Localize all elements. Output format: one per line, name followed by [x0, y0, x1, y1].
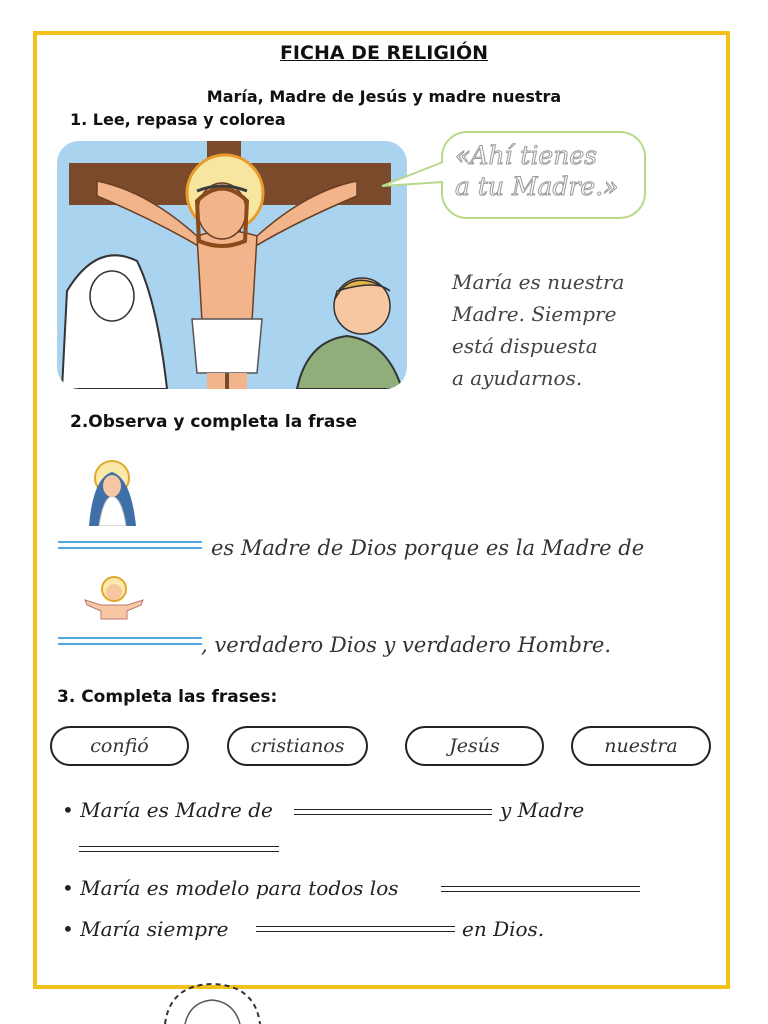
- page-title: FICHA DE RELIGIÓN: [279, 42, 489, 64]
- baby-jesus-icon: [83, 575, 145, 620]
- sentence-2: , verdadero Dios y verdadero Hombre.: [201, 633, 612, 657]
- blank-1a[interactable]: [294, 809, 492, 815]
- crucifixion-illustration: [57, 141, 407, 389]
- bubble-line-2: a tu Madre.»: [455, 172, 619, 201]
- fill-line-1[interactable]: [58, 541, 202, 549]
- phrase-3-part1: • María siempre: [62, 917, 229, 941]
- maria-line-4: a ayudarnos.: [452, 366, 583, 390]
- phrase-3-part2: en Dios.: [462, 917, 545, 941]
- blank-2[interactable]: [441, 886, 640, 892]
- crucifixion-drawing: [57, 141, 407, 389]
- maria-line-3: está dispuesta: [452, 334, 598, 358]
- phrase-1-part1: • María es Madre de: [62, 798, 273, 822]
- section2-heading: 2.Observa y completa la frase: [70, 412, 358, 432]
- phrase-2: • María es modelo para todos los: [62, 876, 399, 900]
- blank-1b[interactable]: [79, 846, 279, 852]
- maria-line-1: María es nuestra: [452, 270, 625, 294]
- bubble-text: [455, 140, 640, 202]
- virgin-mary-icon: [85, 458, 140, 526]
- section1-heading: 1. Lee, repasa y colorea: [70, 110, 286, 129]
- bubble-line-1: «Ahí tienes: [455, 141, 597, 170]
- maria-line-2: Madre. Siempre: [452, 302, 617, 326]
- word-pill-nuestra[interactable]: nuestra: [571, 726, 711, 766]
- section3-heading: 3. Completa las frases:: [57, 687, 278, 707]
- phrase-1-part2: y Madre: [500, 798, 585, 822]
- word-pill-jesus[interactable]: Jesús: [405, 726, 544, 766]
- decorative-dashed-circle: [160, 980, 265, 1024]
- page-subtitle: María, Madre de Jesús y madre nuestra: [206, 87, 562, 106]
- fill-line-2[interactable]: [58, 637, 202, 645]
- maria-paragraph: [452, 266, 624, 394]
- speech-bubble-tail: [380, 160, 445, 190]
- word-pill-cristianos[interactable]: cristianos: [227, 726, 368, 766]
- blank-3[interactable]: [256, 926, 455, 932]
- word-pill-confio[interactable]: confió: [50, 726, 189, 766]
- sentence-1: es Madre de Dios porque es la Madre de: [211, 536, 645, 560]
